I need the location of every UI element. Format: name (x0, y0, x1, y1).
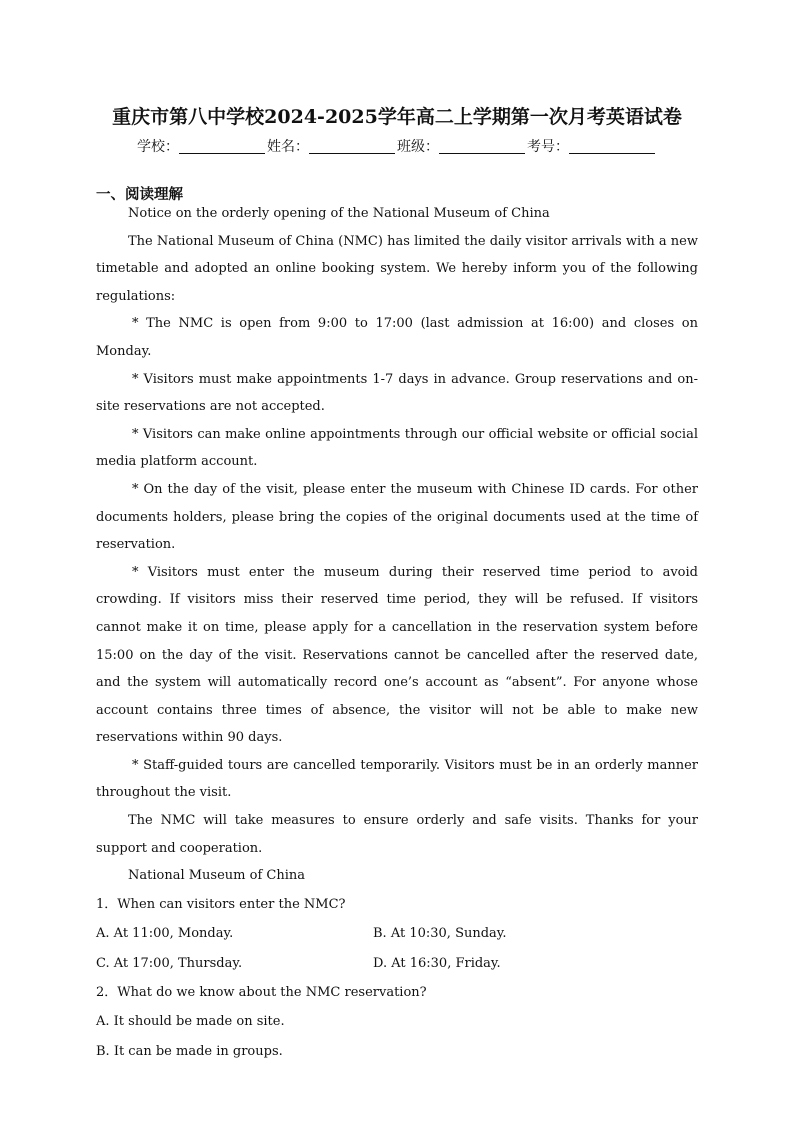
option-b[interactable]: B. It can be made in groups. (96, 1043, 283, 1059)
rule-item: * Visitors must make appointments 1-7 days in advance. Group reservations and on-site reservations are not accepted. (96, 371, 698, 415)
option-a[interactable]: A. It should be made on site. (96, 1014, 285, 1030)
question-options-row (96, 920, 698, 948)
class-label: 班级： (397, 139, 439, 155)
option-c[interactable]: C. At 17:00, Thursday. (96, 956, 243, 972)
passage-closing: The NMC will take measures to ensure orderly and safe visits. Thanks for your support and cooperation. (96, 813, 698, 856)
exam-number-blank[interactable] (569, 139, 655, 154)
option-a[interactable]: A. At 11:00, Monday. (96, 926, 234, 942)
passage-intro: The National Museum of China (NMC) has limited the daily visitor arrivals with a new timetable and adopted an online booking system. We hereby inform you of the following regulations: (96, 233, 698, 304)
name-blank[interactable] (309, 139, 395, 154)
passage-signature: National Museum of China (128, 868, 305, 884)
student-info-line (0, 136, 794, 156)
rule-item: * Visitors must enter the museum during their reserved time period to avoid crowding. If visitors miss their reserved time period, they will be refused. If visitors cannot make it on time, please apply for a cancellation in the reservation system before 15:00 on the day of the visit. Reservations cannot be cancelled after the reserved date, and the system will automatically record one’s account as “absent”. For anyone whose account contains three times of absence, the visitor will not be able to make new reservations within 90 days. (96, 564, 698, 746)
exam-title: 重庆市第八中学校2024-2025学年高二上学期第一次月考英语试卷 (112, 106, 682, 128)
class-blank[interactable] (439, 139, 525, 154)
school-label: 学校： (137, 139, 179, 155)
exam-number-label: 考号： (527, 139, 569, 155)
question-stem: 1．When can visitors enter the NMC? (96, 896, 346, 912)
passage-heading: Notice on the orderly opening of the National Museum of China (128, 206, 550, 221)
name-label: 姓名： (267, 139, 309, 155)
rule-item: * On the day of the visit, please enter the museum with Chinese ID cards. For other documents holders, please bring the copies of the original documents used at the time of reservation. (96, 481, 698, 553)
option-d[interactable]: D. At 16:30, Friday. (373, 956, 501, 972)
rule-item: * Staff-guided tours are cancelled temporarily. Visitors must be in an orderly manner throughout the visit. (96, 757, 698, 801)
school-blank[interactable] (179, 139, 265, 154)
question-options-row (96, 950, 698, 978)
rule-item: * Visitors can make online appointments through our official website or official social media platform account. (96, 426, 698, 470)
question-stem: 2．What do we know about the NMC reservation? (96, 984, 427, 1000)
option-b[interactable]: B. At 10:30, Sunday. (373, 926, 507, 942)
rule-item: * The NMC is open from 9:00 to 17:00 (last admission at 16:00) and closes on Monday. (96, 316, 698, 359)
passage-content (96, 200, 698, 1065)
section-title: 一、阅读理解 (96, 187, 183, 203)
